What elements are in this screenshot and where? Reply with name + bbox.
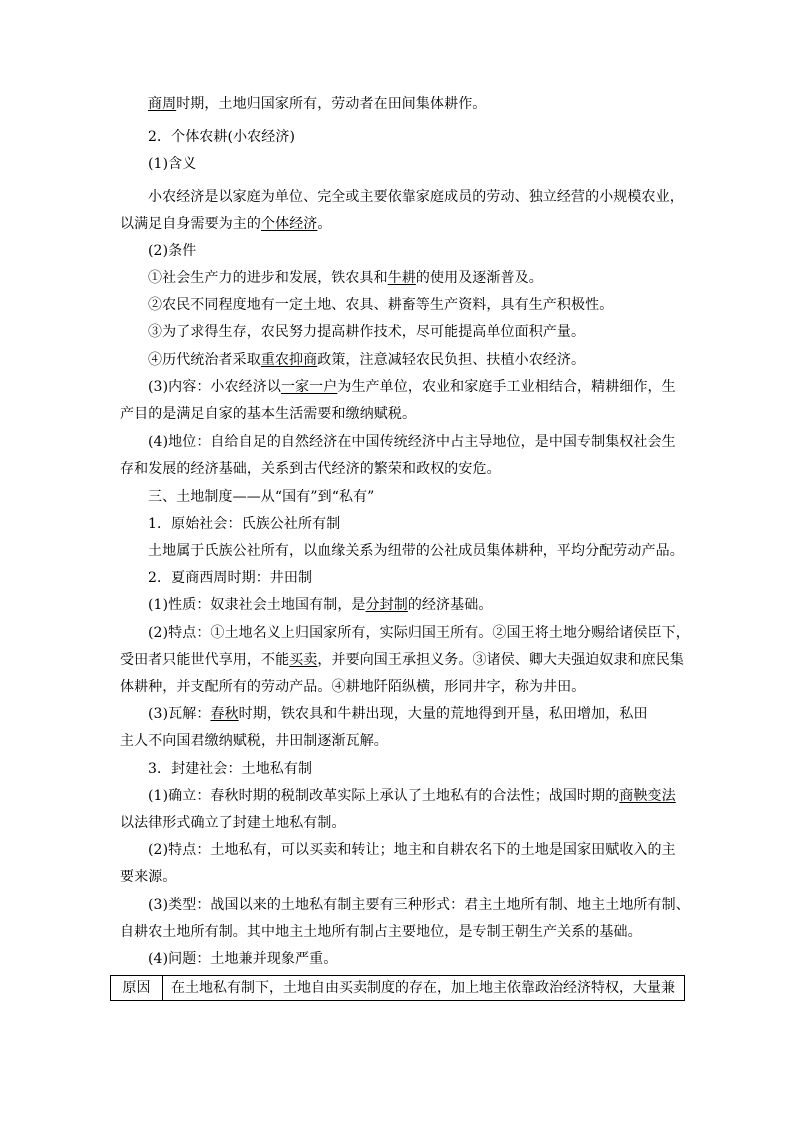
paragraph-line: 要来源。 xyxy=(120,869,177,885)
paragraph-line: 存和发展的经济基础，关系到古代经济的繁荣和政权的安危。 xyxy=(120,461,501,477)
table-cell: 在土地私有制下，土地自由买卖制度的存在，加上地主依靠政治经济特权，大量兼 xyxy=(171,980,675,996)
paragraph-line: 产目的是满足自家的基本生活需要和缴纳赋税。 xyxy=(120,406,417,422)
paragraph-line: 以法律形式确立了封建土地私有制。 xyxy=(120,815,346,831)
paragraph-line: (2)特点：①土地名义上归国家所有，实际归国王所有。②国王将土地分赐给诸侯臣下， xyxy=(148,625,690,641)
underlined-term: 买卖 xyxy=(289,652,318,668)
paragraph-line: (4)地位：自给自足的自然经济在中国传统经济中占主导地位，是中国专制集权社会生 xyxy=(148,434,676,450)
paragraph-line: ①社会生产力的进步和发展，铁农具和牛耕的使用及逐渐普及。 xyxy=(148,270,543,286)
table-header-cell: 原因 xyxy=(111,976,163,1000)
subheading: (2)条件 xyxy=(148,243,197,259)
paragraph-line: 受田者只能世代享用，不能买卖，并要向国王承担义务。③诸侯、卿大夫强迫奴隶和庶民集 xyxy=(120,652,685,668)
paragraph-line: 商周时期，土地归国家所有，劳动者在田间集体耕作。 xyxy=(148,96,487,112)
paragraph-line: (3)瓦解：春秋时期，铁农具和牛耕出现，大量的荒地得到开垦，私田增加，私田 xyxy=(148,706,648,722)
underlined-term: 个体经济 xyxy=(261,216,318,232)
section-heading: 三、土地制度——从“国有”到“私有” xyxy=(148,489,375,505)
underlined-term: 春秋 xyxy=(210,706,239,722)
underlined-term: 一家一户 xyxy=(280,379,338,395)
underlined-term: 重农抑商 xyxy=(260,352,318,368)
paragraph-line: 自耕农土地所有制。其中地主土地所有制占主要地位，是专制王朝生产关系的基础。 xyxy=(120,924,642,940)
paragraph-line: 小农经济是以家庭为单位、完全或主要依靠家庭成员的劳动、独立经营的小规模农业， xyxy=(148,189,684,205)
paragraph-line: (4)问题：土地兼并现象严重。 xyxy=(148,951,338,967)
paragraph-line: 主人不向国君缴纳赋税，井田制逐渐瓦解。 xyxy=(120,733,388,749)
section-heading: 2．个体农耕(小农经济) xyxy=(148,129,296,145)
paragraph-line: (1)确立：春秋时期的税制改革实际上承认了土地私有的合法性；战国时期的商鞅变法 xyxy=(148,788,676,804)
subheading: (1)含义 xyxy=(148,156,197,172)
paragraph-line: 体耕种，并支配所有的劳动产品。④耕地阡陌纵横，形同井字，称为井田。 xyxy=(120,679,586,695)
paragraph-line: 以满足自身需要为主的个体经济。 xyxy=(120,216,332,232)
paragraph-line: ②农民不同程度地有一定土地、农具、耕畜等生产资料，具有生产积极性。 xyxy=(148,297,614,313)
section-heading: 1．原始社会：氏族公社所有制 xyxy=(148,516,341,532)
paragraph-line: ④历代统治者采取重农抑商政策，注意减轻农民负担、扶植小农经济。 xyxy=(148,352,586,368)
paragraph-line: ③为了求得生存，农民努力提高耕作技术，尽可能提高单位面积产量。 xyxy=(148,324,586,340)
table xyxy=(110,975,685,1001)
paragraph-line: (2)特点：土地私有，可以买卖和转让；地主和自耕农名下的土地是国家田赋收入的主 xyxy=(148,842,676,858)
section-heading: 3．封建社会：土地私有制 xyxy=(148,761,313,777)
underlined-term: 牛耕 xyxy=(387,270,416,286)
paragraph-line: (1)性质：奴隶社会土地国有制，是分封制的经济基础。 xyxy=(148,597,493,613)
underlined-term: 商周 xyxy=(148,96,177,112)
underlined-term: 分封制 xyxy=(365,597,408,613)
section-heading: 2．夏商西周时期：井田制 xyxy=(148,570,313,586)
paragraph-line: (3)类型：战国以来的土地私有制主要有三种形式：君主土地所有制、地主土地所有制、 xyxy=(148,897,690,913)
paragraph-line: (3)内容：小农经济以一家一户为生产单位，农业和家庭手工业相结合，精耕细作，生 xyxy=(148,379,676,395)
underlined-term: 商鞅变法 xyxy=(619,788,676,804)
paragraph-line: 土地属于氏族公社所有，以血缘关系为纽带的公社成员集体耕种，平均分配劳动产品。 xyxy=(148,543,684,559)
